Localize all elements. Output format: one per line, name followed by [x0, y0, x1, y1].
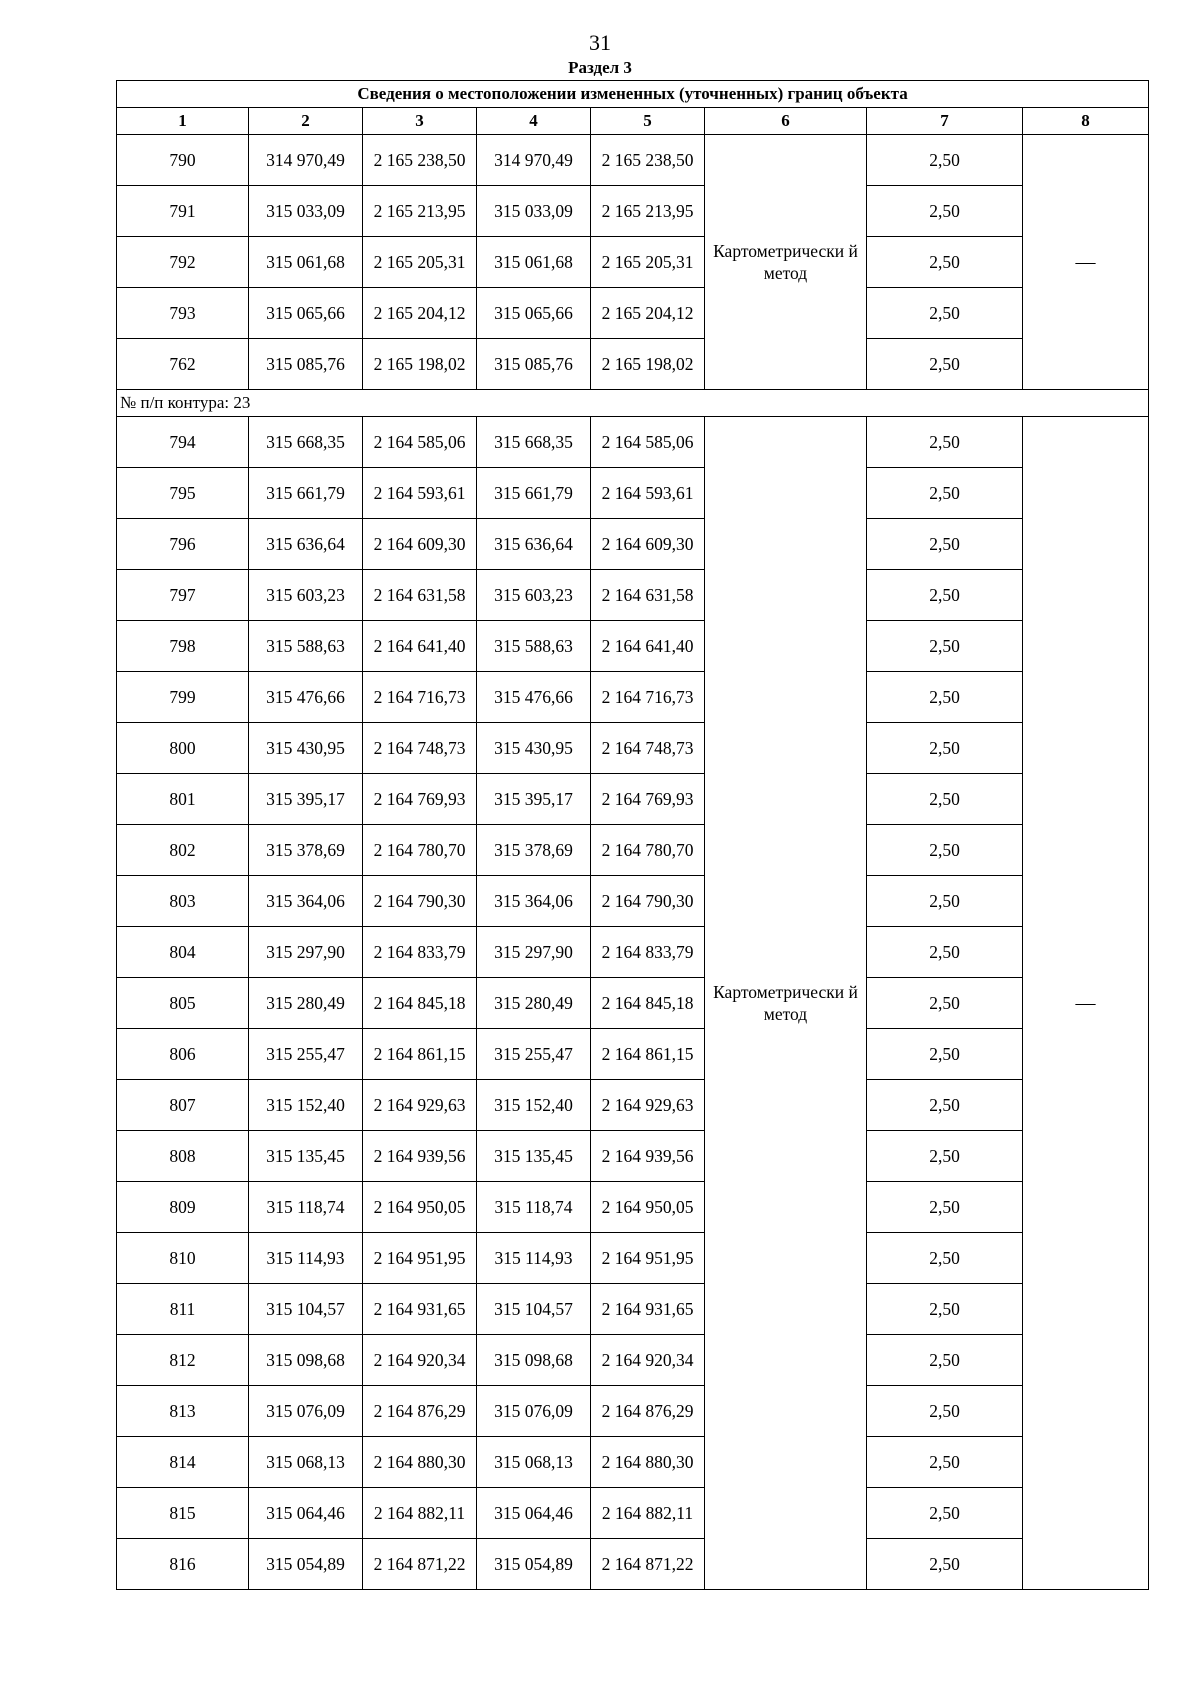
x-coordinate-cell: 315 430,95 — [249, 723, 363, 774]
point-number-cell: 762 — [117, 339, 249, 390]
accuracy-cell: 2,50 — [867, 1284, 1023, 1335]
x-coordinate-cell: 315 118,74 — [477, 1182, 591, 1233]
x-coordinate-cell: 315 068,13 — [249, 1437, 363, 1488]
y-coordinate-cell: 2 164 861,15 — [591, 1029, 705, 1080]
accuracy-cell: 2,50 — [867, 825, 1023, 876]
accuracy-cell: 2,50 — [867, 1488, 1023, 1539]
table-row — [117, 927, 1149, 978]
point-number-cell: 813 — [117, 1386, 249, 1437]
table-row — [117, 1386, 1149, 1437]
y-coordinate-cell: 2 164 951,95 — [363, 1233, 477, 1284]
point-number-cell: 809 — [117, 1182, 249, 1233]
x-coordinate-cell: 315 065,66 — [477, 288, 591, 339]
accuracy-cell: 2,50 — [867, 1029, 1023, 1080]
x-coordinate-cell: 315 064,46 — [477, 1488, 591, 1539]
accuracy-cell: 2,50 — [867, 468, 1023, 519]
table-row — [117, 1284, 1149, 1335]
x-coordinate-cell: 315 636,64 — [477, 519, 591, 570]
x-coordinate-cell: 315 152,40 — [477, 1080, 591, 1131]
table-row — [117, 876, 1149, 927]
y-coordinate-cell: 2 164 931,65 — [363, 1284, 477, 1335]
point-number-cell: 807 — [117, 1080, 249, 1131]
y-coordinate-cell: 2 164 780,70 — [591, 825, 705, 876]
x-coordinate-cell: 315 076,09 — [249, 1386, 363, 1437]
accuracy-cell: 2,50 — [867, 1539, 1023, 1590]
table-row — [117, 723, 1149, 774]
y-coordinate-cell: 2 165 205,31 — [363, 237, 477, 288]
point-number-cell: 802 — [117, 825, 249, 876]
y-coordinate-cell: 2 164 871,22 — [363, 1539, 477, 1590]
table-title: Сведения о местоположении измененных (уточненных) границ объекта — [117, 81, 1149, 108]
x-coordinate-cell: 315 668,35 — [477, 417, 591, 468]
accuracy-cell: 2,50 — [867, 1437, 1023, 1488]
y-coordinate-cell: 2 164 950,05 — [363, 1182, 477, 1233]
point-number-cell: 811 — [117, 1284, 249, 1335]
y-coordinate-cell: 2 164 951,95 — [591, 1233, 705, 1284]
x-coordinate-cell: 315 085,76 — [249, 339, 363, 390]
y-coordinate-cell: 2 164 780,70 — [363, 825, 477, 876]
table-row — [117, 1539, 1149, 1590]
y-coordinate-cell: 2 164 880,30 — [363, 1437, 477, 1488]
y-coordinate-cell: 2 164 920,34 — [363, 1335, 477, 1386]
y-coordinate-cell: 2 164 716,73 — [363, 672, 477, 723]
y-coordinate-cell: 2 164 939,56 — [591, 1131, 705, 1182]
y-coordinate-cell: 2 164 716,73 — [591, 672, 705, 723]
y-coordinate-cell: 2 164 845,18 — [363, 978, 477, 1029]
note-cell: — — [1023, 417, 1149, 1590]
x-coordinate-cell: 315 364,06 — [249, 876, 363, 927]
x-coordinate-cell: 315 098,68 — [249, 1335, 363, 1386]
note-cell: — — [1023, 135, 1149, 390]
y-coordinate-cell: 2 164 939,56 — [363, 1131, 477, 1182]
y-coordinate-cell: 2 164 609,30 — [363, 519, 477, 570]
accuracy-cell: 2,50 — [867, 723, 1023, 774]
accuracy-cell: 2,50 — [867, 417, 1023, 468]
accuracy-cell: 2,50 — [867, 1182, 1023, 1233]
y-coordinate-cell: 2 164 929,63 — [363, 1080, 477, 1131]
y-coordinate-cell: 2 164 833,79 — [363, 927, 477, 978]
x-coordinate-cell: 315 085,76 — [477, 339, 591, 390]
x-coordinate-cell: 315 395,17 — [477, 774, 591, 825]
y-coordinate-cell: 2 165 198,02 — [363, 339, 477, 390]
x-coordinate-cell: 315 476,66 — [477, 672, 591, 723]
y-coordinate-cell: 2 164 585,06 — [363, 417, 477, 468]
point-number-cell: 801 — [117, 774, 249, 825]
point-number-cell: 799 — [117, 672, 249, 723]
accuracy-cell: 2,50 — [867, 927, 1023, 978]
point-number-cell: 814 — [117, 1437, 249, 1488]
x-coordinate-cell: 315 135,45 — [477, 1131, 591, 1182]
accuracy-cell: 2,50 — [867, 621, 1023, 672]
contour-label: № п/п контура: 23 — [117, 390, 1149, 417]
accuracy-cell: 2,50 — [867, 876, 1023, 927]
table-row — [117, 1182, 1149, 1233]
x-coordinate-cell: 315 364,06 — [477, 876, 591, 927]
y-coordinate-cell: 2 164 790,30 — [363, 876, 477, 927]
column-number-header: 8 — [1023, 108, 1149, 135]
accuracy-cell: 2,50 — [867, 1131, 1023, 1182]
table-row — [117, 825, 1149, 876]
x-coordinate-cell: 315 061,68 — [477, 237, 591, 288]
y-coordinate-cell: 2 164 845,18 — [591, 978, 705, 1029]
x-coordinate-cell: 315 668,35 — [249, 417, 363, 468]
column-numbers-row — [117, 108, 1149, 135]
y-coordinate-cell: 2 164 882,11 — [591, 1488, 705, 1539]
table-row — [117, 672, 1149, 723]
y-coordinate-cell: 2 165 238,50 — [591, 135, 705, 186]
point-number-cell: 796 — [117, 519, 249, 570]
accuracy-cell: 2,50 — [867, 1233, 1023, 1284]
x-coordinate-cell: 315 114,93 — [249, 1233, 363, 1284]
accuracy-cell: 2,50 — [867, 1080, 1023, 1131]
y-coordinate-cell: 2 164 790,30 — [591, 876, 705, 927]
point-number-cell: 794 — [117, 417, 249, 468]
column-number-header: 6 — [705, 108, 867, 135]
x-coordinate-cell: 315 118,74 — [249, 1182, 363, 1233]
table-row — [117, 1437, 1149, 1488]
x-coordinate-cell: 315 661,79 — [477, 468, 591, 519]
accuracy-cell: 2,50 — [867, 288, 1023, 339]
point-number-cell: 800 — [117, 723, 249, 774]
x-coordinate-cell: 315 661,79 — [249, 468, 363, 519]
y-coordinate-cell: 2 164 920,34 — [591, 1335, 705, 1386]
x-coordinate-cell: 315 104,57 — [249, 1284, 363, 1335]
column-number-header: 7 — [867, 108, 1023, 135]
column-number-header: 3 — [363, 108, 477, 135]
y-coordinate-cell: 2 164 593,61 — [591, 468, 705, 519]
point-number-cell: 810 — [117, 1233, 249, 1284]
y-coordinate-cell: 2 165 205,31 — [591, 237, 705, 288]
point-number-cell: 798 — [117, 621, 249, 672]
table-row — [117, 1080, 1149, 1131]
y-coordinate-cell: 2 164 641,40 — [591, 621, 705, 672]
point-number-cell: 797 — [117, 570, 249, 621]
x-coordinate-cell: 315 297,90 — [477, 927, 591, 978]
y-coordinate-cell: 2 164 950,05 — [591, 1182, 705, 1233]
x-coordinate-cell: 315 636,64 — [249, 519, 363, 570]
y-coordinate-cell: 2 164 769,93 — [591, 774, 705, 825]
point-number-cell: 790 — [117, 135, 249, 186]
column-number-header: 5 — [591, 108, 705, 135]
accuracy-cell: 2,50 — [867, 978, 1023, 1029]
x-coordinate-cell: 315 378,69 — [477, 825, 591, 876]
table-row — [117, 417, 1149, 468]
y-coordinate-cell: 2 164 585,06 — [591, 417, 705, 468]
point-number-cell: 792 — [117, 237, 249, 288]
y-coordinate-cell: 2 164 769,93 — [363, 774, 477, 825]
x-coordinate-cell: 314 970,49 — [477, 135, 591, 186]
x-coordinate-cell: 315 061,68 — [249, 237, 363, 288]
x-coordinate-cell: 315 065,66 — [249, 288, 363, 339]
y-coordinate-cell: 2 165 213,95 — [591, 186, 705, 237]
x-coordinate-cell: 315 135,45 — [249, 1131, 363, 1182]
accuracy-cell: 2,50 — [867, 774, 1023, 825]
accuracy-cell: 2,50 — [867, 135, 1023, 186]
y-coordinate-cell: 2 164 929,63 — [591, 1080, 705, 1131]
y-coordinate-cell: 2 165 204,12 — [363, 288, 477, 339]
point-number-cell: 805 — [117, 978, 249, 1029]
y-coordinate-cell: 2 164 631,58 — [591, 570, 705, 621]
point-number-cell: 808 — [117, 1131, 249, 1182]
table-row — [117, 519, 1149, 570]
y-coordinate-cell: 2 165 213,95 — [363, 186, 477, 237]
x-coordinate-cell: 315 588,63 — [249, 621, 363, 672]
table-row — [117, 1029, 1149, 1080]
table-row — [117, 237, 1149, 288]
table-row — [117, 468, 1149, 519]
boundary-coordinates-table — [116, 80, 1149, 1590]
x-coordinate-cell: 315 280,49 — [477, 978, 591, 1029]
x-coordinate-cell: 315 603,23 — [249, 570, 363, 621]
y-coordinate-cell: 2 164 631,58 — [363, 570, 477, 621]
accuracy-cell: 2,50 — [867, 519, 1023, 570]
y-coordinate-cell: 2 164 876,29 — [363, 1386, 477, 1437]
y-coordinate-cell: 2 164 833,79 — [591, 927, 705, 978]
x-coordinate-cell: 315 064,46 — [249, 1488, 363, 1539]
point-number-cell: 791 — [117, 186, 249, 237]
method-cell: Картометрически й метод — [705, 417, 867, 1590]
point-number-cell: 816 — [117, 1539, 249, 1590]
y-coordinate-cell: 2 164 641,40 — [363, 621, 477, 672]
x-coordinate-cell: 315 476,66 — [249, 672, 363, 723]
y-coordinate-cell: 2 165 238,50 — [363, 135, 477, 186]
x-coordinate-cell: 315 068,13 — [477, 1437, 591, 1488]
accuracy-cell: 2,50 — [867, 1386, 1023, 1437]
x-coordinate-cell: 315 114,93 — [477, 1233, 591, 1284]
table-row — [117, 1131, 1149, 1182]
y-coordinate-cell: 2 164 609,30 — [591, 519, 705, 570]
y-coordinate-cell: 2 164 880,30 — [591, 1437, 705, 1488]
x-coordinate-cell: 315 098,68 — [477, 1335, 591, 1386]
table-row — [117, 288, 1149, 339]
y-coordinate-cell: 2 164 748,73 — [363, 723, 477, 774]
x-coordinate-cell: 315 588,63 — [477, 621, 591, 672]
y-coordinate-cell: 2 164 931,65 — [591, 1284, 705, 1335]
x-coordinate-cell: 315 255,47 — [477, 1029, 591, 1080]
x-coordinate-cell: 315 378,69 — [249, 825, 363, 876]
table-row — [117, 1335, 1149, 1386]
accuracy-cell: 2,50 — [867, 1335, 1023, 1386]
y-coordinate-cell: 2 164 748,73 — [591, 723, 705, 774]
point-number-cell: 812 — [117, 1335, 249, 1386]
contour-row — [117, 390, 1149, 417]
x-coordinate-cell: 315 395,17 — [249, 774, 363, 825]
y-coordinate-cell: 2 165 198,02 — [591, 339, 705, 390]
column-number-header: 2 — [249, 108, 363, 135]
x-coordinate-cell: 315 152,40 — [249, 1080, 363, 1131]
x-coordinate-cell: 315 297,90 — [249, 927, 363, 978]
point-number-cell: 815 — [117, 1488, 249, 1539]
table-row — [117, 339, 1149, 390]
x-coordinate-cell: 315 104,57 — [477, 1284, 591, 1335]
point-number-cell: 795 — [117, 468, 249, 519]
point-number-cell: 806 — [117, 1029, 249, 1080]
y-coordinate-cell: 2 164 861,15 — [363, 1029, 477, 1080]
accuracy-cell: 2,50 — [867, 186, 1023, 237]
y-coordinate-cell: 2 164 876,29 — [591, 1386, 705, 1437]
point-number-cell: 804 — [117, 927, 249, 978]
table-row — [117, 186, 1149, 237]
x-coordinate-cell: 315 280,49 — [249, 978, 363, 1029]
y-coordinate-cell: 2 164 593,61 — [363, 468, 477, 519]
method-cell: Картометрически й метод — [705, 135, 867, 390]
y-coordinate-cell: 2 164 871,22 — [591, 1539, 705, 1590]
x-coordinate-cell: 315 033,09 — [249, 186, 363, 237]
x-coordinate-cell: 315 603,23 — [477, 570, 591, 621]
x-coordinate-cell: 314 970,49 — [249, 135, 363, 186]
table-row — [117, 1233, 1149, 1284]
table-row — [117, 774, 1149, 825]
y-coordinate-cell: 2 165 204,12 — [591, 288, 705, 339]
x-coordinate-cell: 315 076,09 — [477, 1386, 591, 1437]
x-coordinate-cell: 315 054,89 — [249, 1539, 363, 1590]
section-title: Раздел 3 — [568, 58, 632, 77]
table-row — [117, 135, 1149, 186]
x-coordinate-cell: 315 054,89 — [477, 1539, 591, 1590]
accuracy-cell: 2,50 — [867, 237, 1023, 288]
accuracy-cell: 2,50 — [867, 570, 1023, 621]
table-row — [117, 1488, 1149, 1539]
point-number-cell: 803 — [117, 876, 249, 927]
table-row — [117, 570, 1149, 621]
table-body — [117, 135, 1149, 1590]
page-number: 31 — [589, 30, 611, 55]
table-row — [117, 621, 1149, 672]
point-number-cell: 793 — [117, 288, 249, 339]
accuracy-cell: 2,50 — [867, 672, 1023, 723]
x-coordinate-cell: 315 033,09 — [477, 186, 591, 237]
column-number-header: 1 — [117, 108, 249, 135]
column-number-header: 4 — [477, 108, 591, 135]
x-coordinate-cell: 315 430,95 — [477, 723, 591, 774]
table-row — [117, 978, 1149, 1029]
x-coordinate-cell: 315 255,47 — [249, 1029, 363, 1080]
accuracy-cell: 2,50 — [867, 339, 1023, 390]
y-coordinate-cell: 2 164 882,11 — [363, 1488, 477, 1539]
